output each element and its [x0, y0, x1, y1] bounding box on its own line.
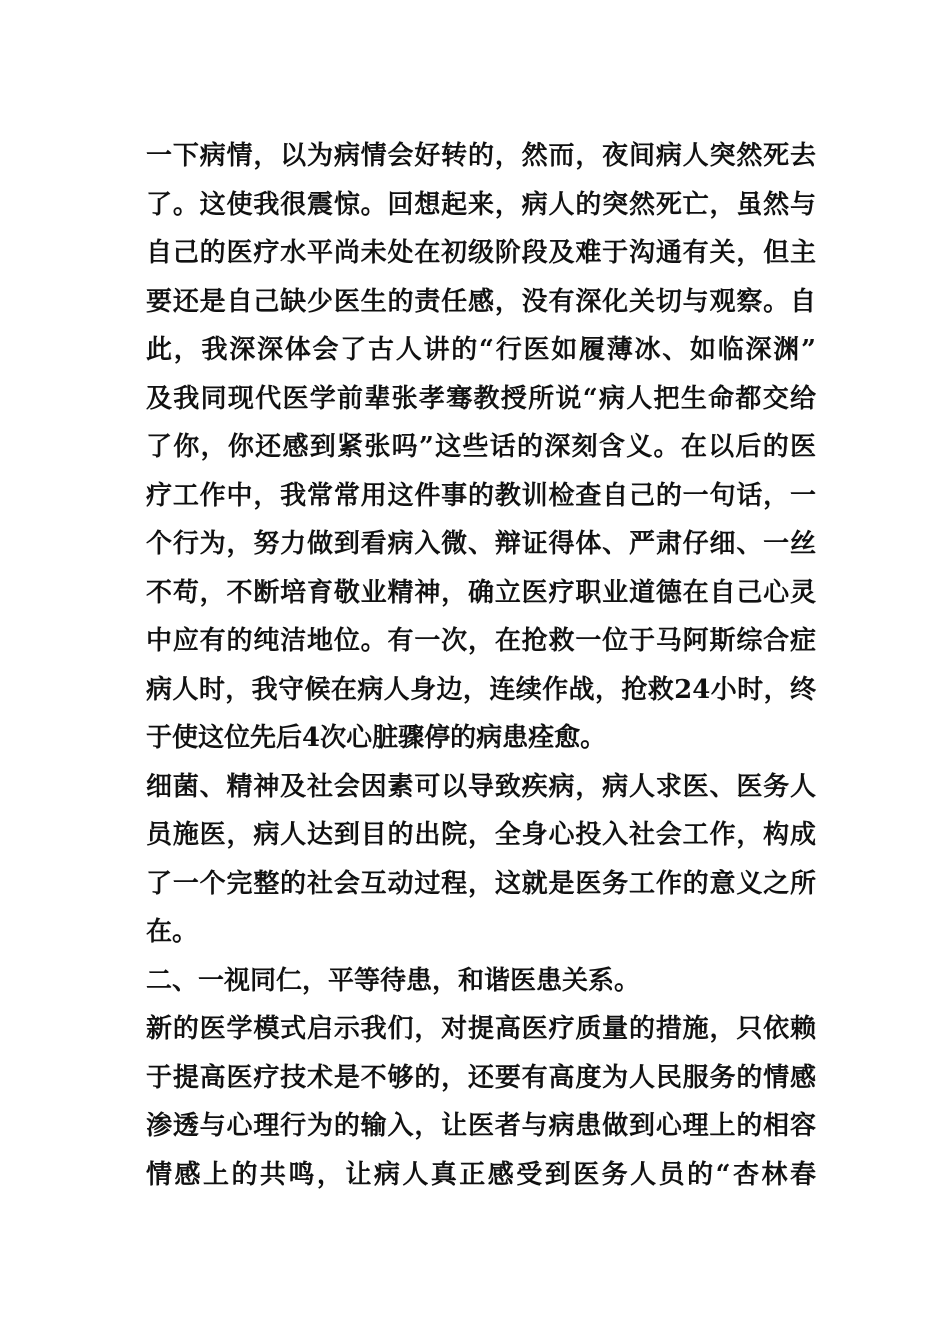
document-body	[146, 132, 816, 1199]
text-line: 在。	[146, 917, 199, 947]
text-line: 了你，你还感到紧张吗”这些话的深刻含义。在以后的医	[146, 432, 816, 462]
text-line: 要还是自己缺少医生的责任感，没有深化关切与观察。自	[146, 286, 816, 317]
text-line: 新的医学模式启示我们，对提高医疗质量的措施，只依赖	[146, 1014, 816, 1044]
text-line: 此，我深深体会了古人讲的“行医如履薄冰、如临深渊”	[146, 335, 816, 365]
text-line: 疗工作中，我常常用这件事的教训检查自己的一句话，一	[146, 480, 816, 511]
text-line: 一下病情，以为病情会好转的，然而，夜间病人突然死去	[146, 141, 816, 171]
text-line: 渗透与心理行为的输入，让医者与病患做到心理上的相容	[146, 1111, 816, 1141]
paragraph	[146, 132, 816, 763]
paragraph	[146, 763, 816, 957]
text-line: 员施医，病人达到目的出院，全身心投入社会工作，构成	[146, 820, 816, 850]
text-line: 病人时，我守候在病人身边，连续作战，抢救24小时，终	[146, 674, 816, 705]
text-line: 个行为，努力做到看病入微、辩证得体、严肃仔细、一丝	[146, 529, 816, 559]
text-line: 自己的医疗水平尚未处在初级阶段及难于沟通有关，但主	[146, 238, 816, 268]
text-line: 于提高医疗技术是不够的，还要有高度为人民服务的情感	[146, 1062, 816, 1093]
text-line: 于使这位先后4次心脏骤停的病患痊愈。	[146, 723, 607, 753]
text-line: 细菌、精神及社会因素可以导致疾病，病人求医、医务人	[146, 771, 816, 802]
text-line: 了。这使我很震惊。回想起来，病人的突然死亡，虽然与	[146, 189, 816, 220]
text-line: 二、一视同仁，平等待患，和谐医患关系。	[146, 965, 641, 996]
text-line: 情感上的共鸣，让病人真正感受到医务人员的“杏林春	[146, 1159, 816, 1190]
paragraph	[146, 1005, 816, 1199]
paragraph	[146, 957, 816, 1006]
text-line: 不苟，不断培育敬业精神，确立医疗职业道德在自己心灵	[146, 577, 816, 608]
text-line: 中应有的纯洁地位。有一次，在抢救一位于马阿斯综合症	[146, 626, 816, 656]
text-line: 及我同现代医学前辈张孝骞教授所说“病人把生命都交给	[146, 383, 816, 414]
text-line: 了一个完整的社会互动过程，这就是医务工作的意义之所	[146, 868, 816, 899]
